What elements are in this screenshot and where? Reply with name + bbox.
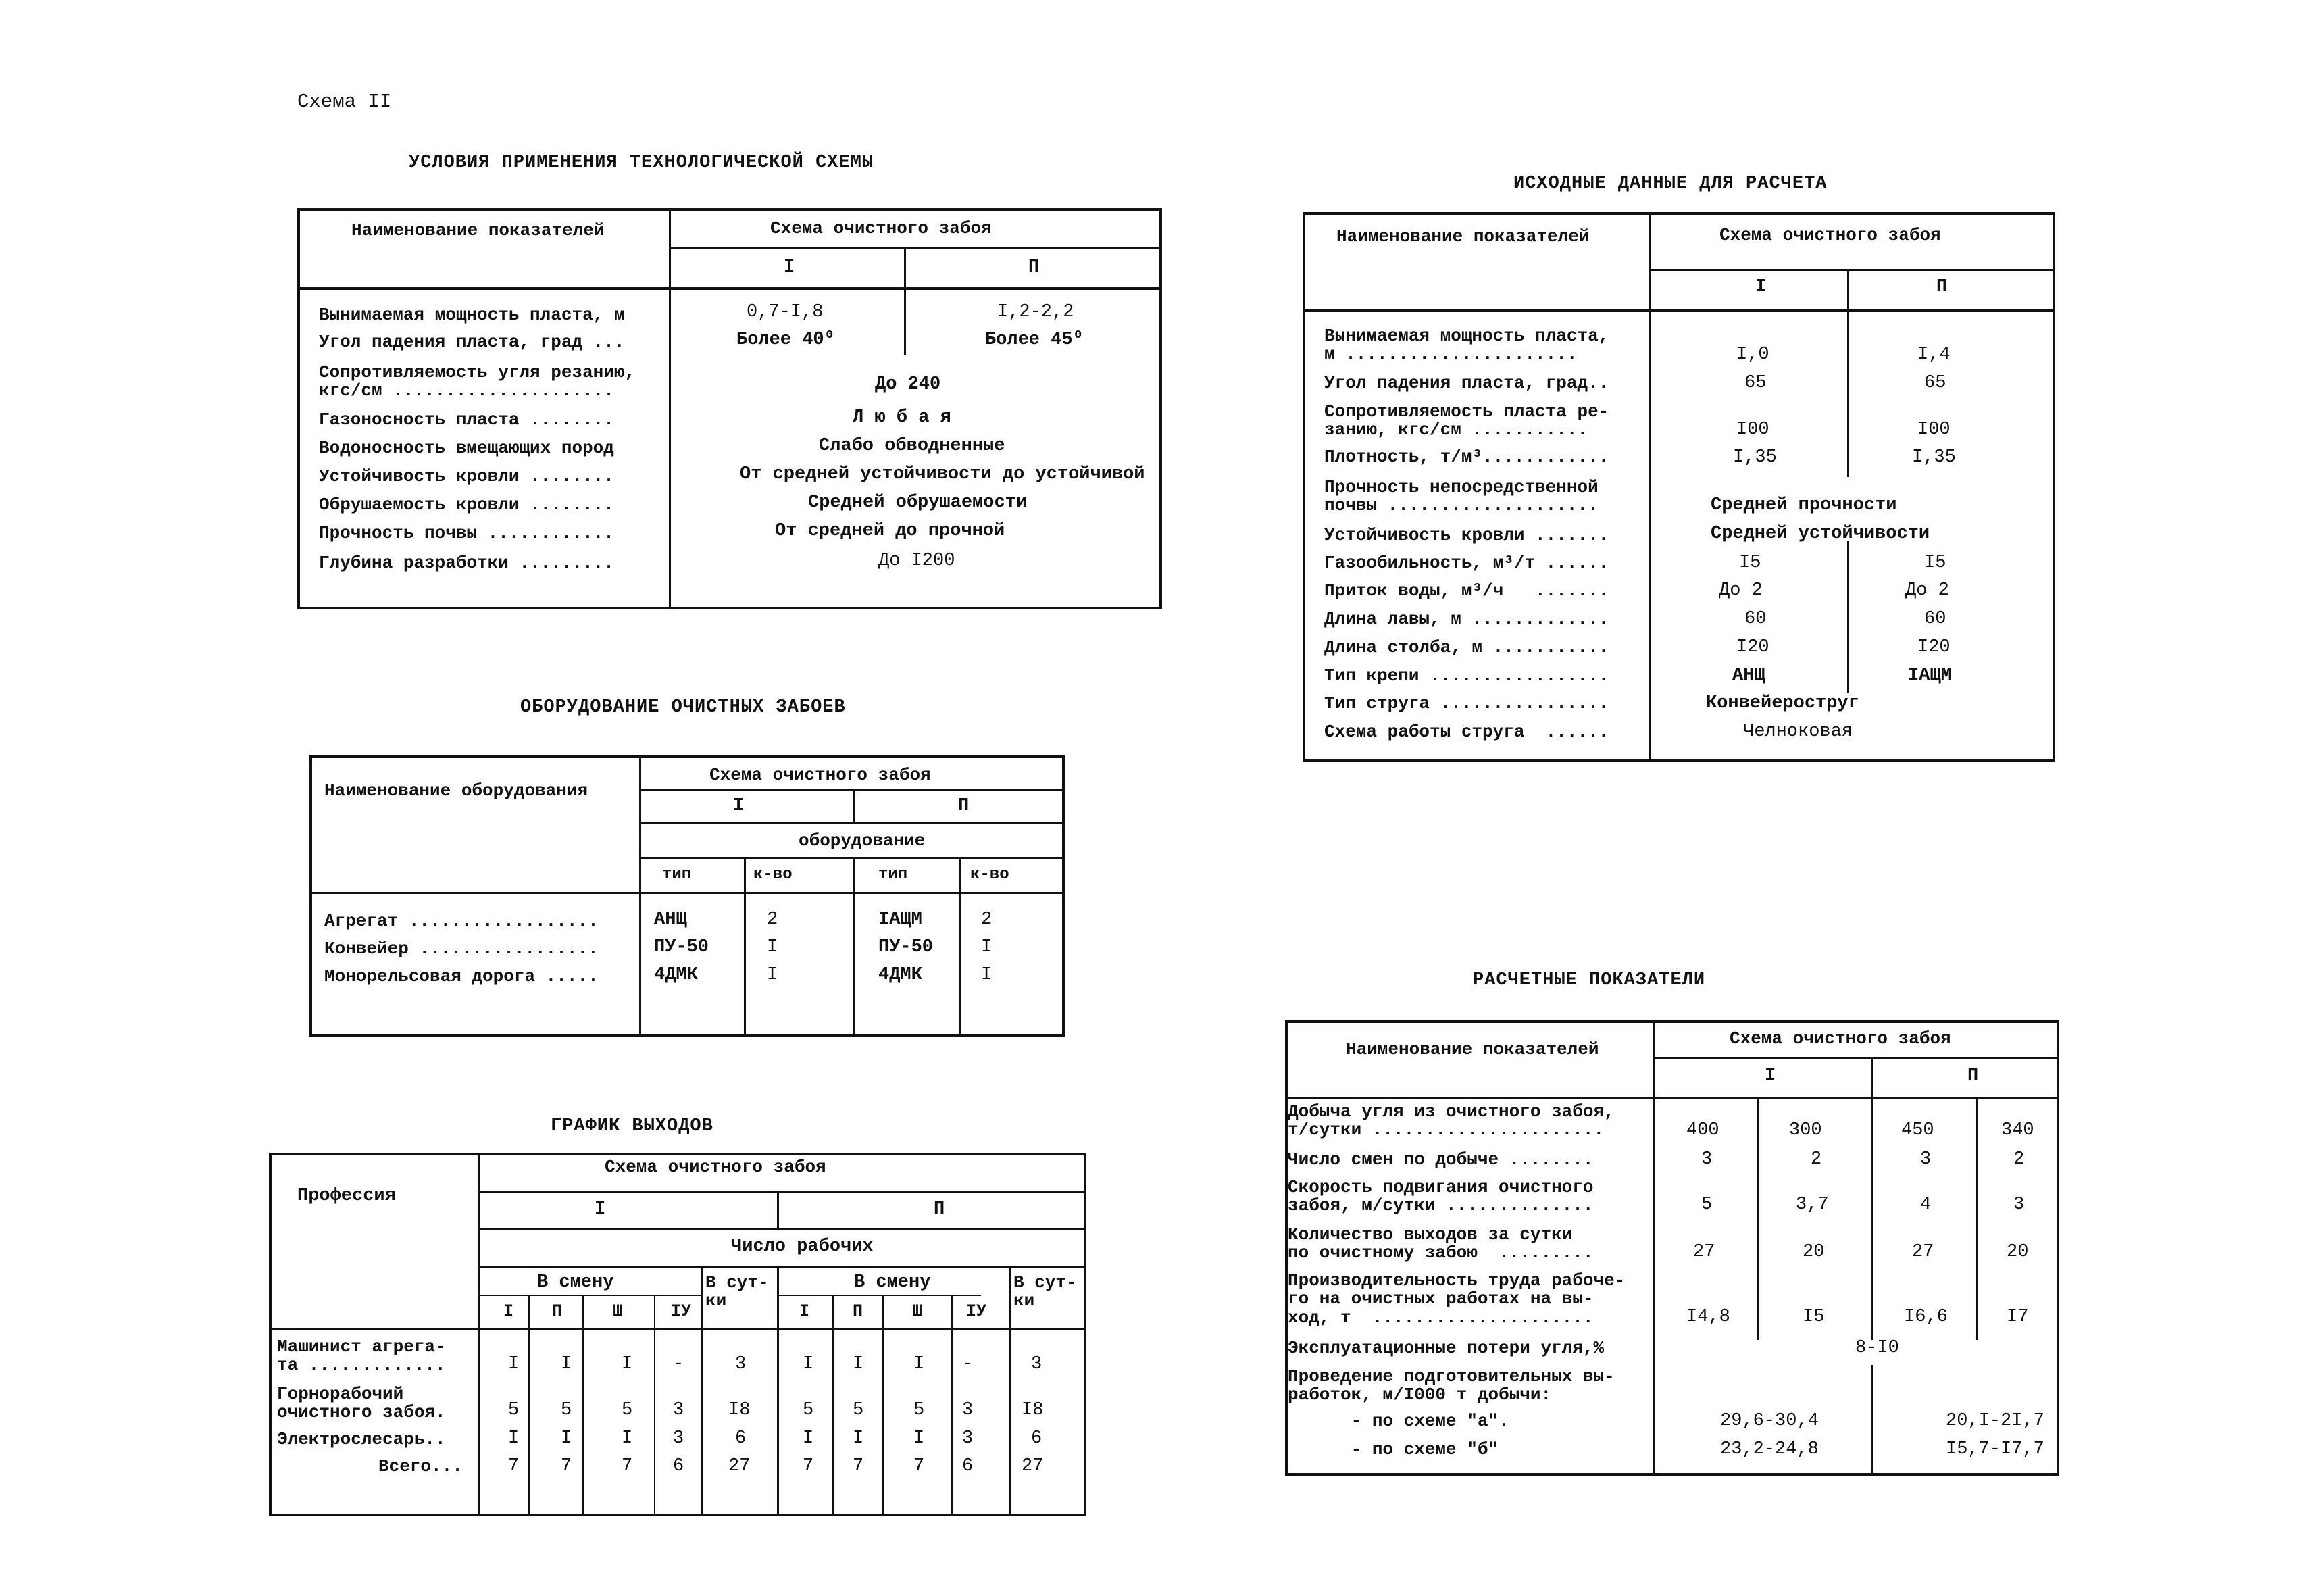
schedule-shift-head: IУ	[966, 1301, 987, 1321]
calc-value: 8-I0	[1855, 1338, 1899, 1358]
equipment-qty: I	[767, 937, 778, 957]
schedule-shift-head: П	[853, 1301, 863, 1321]
equipment-h-qty: к-во	[970, 866, 1009, 884]
page-label: Схема II	[297, 91, 392, 113]
calc-col2: П	[1967, 1066, 1979, 1087]
equipment-title: ОБОРУДОВАНИЕ ОЧИСТНЫХ ЗАБОЕВ	[520, 697, 846, 718]
equipment-type: 4ДМК	[878, 965, 922, 985]
calc-value: 3,7	[1796, 1195, 1829, 1215]
conditions-head-name: Наименование показателей	[351, 220, 605, 241]
equipment-head-scheme: Схема очистного забоя	[709, 765, 931, 785]
schedule-cell: I	[913, 1428, 925, 1449]
equipment-qty: I	[981, 965, 992, 985]
schedule-cell: I	[622, 1354, 633, 1374]
schedule-cell: -	[673, 1354, 684, 1374]
initial-row-label: Прочность непосредственной почвы ....................	[1324, 477, 1599, 516]
calc-value: I5,7-I7,7	[1946, 1439, 2044, 1460]
schedule-shift-head: Ш	[912, 1301, 923, 1321]
conditions-row-value: Более 45⁰	[985, 330, 1084, 350]
calc-row-label: Проведение подготовительных вы- работок, м/I000 т добычи:	[1288, 1366, 1615, 1405]
calc-value: 340	[2001, 1120, 2034, 1141]
schedule-cell: I	[803, 1354, 814, 1374]
calc-value: 450	[1901, 1120, 1934, 1141]
calc-row-label: Добыча угля из очистного забоя, т/сутки ......................	[1288, 1101, 1615, 1141]
initial-value: IАЩМ	[1908, 666, 1952, 686]
initial-value: До 2	[1905, 580, 1949, 601]
schedule-cell: I	[803, 1428, 814, 1449]
calc-row-label: Количество выходов за сутки по очистному забою .........	[1288, 1224, 1594, 1264]
conditions-row-value: До 240	[875, 374, 941, 395]
calc-value: 20,I-2I,7	[1946, 1411, 2044, 1431]
initial-value: 65	[1924, 373, 1946, 393]
schedule-shift-head: I	[799, 1301, 810, 1321]
schedule-cell: 5	[622, 1400, 633, 1420]
schedule-cell: 5	[561, 1400, 572, 1420]
calc-value: 300	[1789, 1120, 1822, 1141]
schedule-row-label: Горнорабочий очистного забоя.	[277, 1384, 446, 1423]
conditions-row-label: Вынимаемая мощность пласта, м	[319, 305, 625, 325]
initial-row-label: Длина лавы, м .............	[1324, 609, 1609, 629]
initial-value: I,35	[1912, 447, 1956, 468]
schedule-cell: I	[508, 1428, 520, 1449]
initial-value: I00	[1917, 420, 1951, 440]
schedule-cell: 3	[1031, 1354, 1042, 1374]
initial-col2: П	[1936, 277, 1948, 297]
schedule-cell: 5	[803, 1400, 814, 1420]
schedule-per-day: В сут- ки	[1013, 1272, 1077, 1312]
initial-head-scheme: Схема очистного забоя	[1719, 225, 1941, 245]
initial-value: Средней прочности	[1711, 495, 1897, 516]
schedule-cell: 3	[735, 1354, 747, 1374]
initial-row-label: Длина столба, м ...........	[1324, 637, 1609, 657]
schedule-cell: 7	[803, 1456, 814, 1476]
initial-value: Конвейероструг	[1706, 693, 1859, 714]
calc-value: 20	[2007, 1242, 2029, 1262]
schedule-cell: 6	[1031, 1428, 1042, 1449]
equipment-type: ПУ-50	[878, 937, 934, 957]
calc-row-label: Эксплуатационные потери угля,%	[1288, 1338, 1605, 1358]
initial-value: Средней устойчивости	[1711, 524, 1930, 544]
schedule-row-label: Машинист агрега- та .............	[277, 1337, 446, 1376]
conditions-row-value: I,2-2,2	[997, 302, 1074, 322]
equipment-row-label: Конвейер .................	[324, 939, 599, 959]
initial-value: I,4	[1917, 345, 1951, 365]
equipment-col2: П	[958, 796, 970, 816]
equipment-col1: I	[733, 796, 745, 816]
initial-value: 60	[1744, 609, 1767, 629]
schedule-per-shift: В смену	[854, 1272, 931, 1293]
equipment-row-label: Агрегат ..................	[324, 911, 599, 931]
calc-value: 2	[2013, 1149, 2025, 1170]
conditions-row-value: От средней до прочной	[775, 521, 1005, 541]
calc-col1: I	[1765, 1066, 1776, 1087]
schedule-col2: П	[934, 1199, 945, 1220]
schedule-cell: I	[561, 1428, 572, 1449]
equipment-qty: I	[767, 965, 778, 985]
schedule-per-day: В сут- ки	[705, 1272, 769, 1312]
conditions-row-label: Глубина разработки .........	[319, 553, 614, 573]
schedule-row-label: Электрослесарь..	[277, 1429, 446, 1449]
calc-value: 2	[1811, 1149, 1822, 1170]
schedule-cell: 3	[962, 1400, 974, 1420]
initial-row-label: Устойчивость кровли .......	[1324, 525, 1609, 545]
schedule-per-shift: В смену	[537, 1272, 614, 1293]
conditions-col1: I	[784, 257, 795, 278]
schedule-cell: 7	[622, 1456, 633, 1476]
conditions-title: УСЛОВИЯ ПРИМЕНЕНИЯ ТЕХНОЛОГИЧЕСКОЙ СХЕМЫ	[409, 153, 874, 173]
equipment-qty: 2	[981, 909, 992, 930]
schedule-cell: I	[913, 1354, 925, 1374]
initial-value: I20	[1736, 637, 1769, 657]
conditions-row-label: Прочность почвы ............	[319, 523, 614, 543]
schedule-cell: 7	[561, 1456, 572, 1476]
schedule-cell: 5	[853, 1400, 864, 1420]
calc-value: 20	[1803, 1242, 1825, 1262]
initial-value: I00	[1736, 420, 1769, 440]
schedule-cell: 3	[673, 1428, 684, 1449]
initial-value: До 2	[1719, 580, 1763, 601]
conditions-row-value: До I200	[878, 551, 955, 571]
initial-row-label: Угол падения пласта, град..	[1324, 373, 1609, 393]
equipment-head-name: Наименование оборудования	[324, 780, 588, 801]
schedule-cell: I	[853, 1354, 864, 1374]
schedule-head-scheme: Схема очистного забоя	[605, 1157, 826, 1177]
conditions-row-label: Угол падения пласта, град ...	[319, 332, 625, 352]
calc-value: I6,6	[1904, 1307, 1948, 1327]
equipment-h-type: тип	[878, 866, 908, 884]
conditions-row-value: От средней устойчивости до устойчивой	[740, 464, 1145, 484]
conditions-col2: П	[1028, 257, 1040, 278]
schedule-cell: 3	[673, 1400, 684, 1420]
initial-value: I5	[1739, 553, 1761, 573]
calc-head-name: Наименование показателей	[1346, 1039, 1599, 1059]
schedule-cell: 6	[673, 1456, 684, 1476]
initial-row-label: Газообильность, м³/т ......	[1324, 553, 1609, 573]
schedule-cell: 7	[853, 1456, 864, 1476]
initial-row-label: Схема работы струга ......	[1324, 722, 1609, 742]
schedule-cell: 7	[913, 1456, 925, 1476]
equipment-row-label: Монорельсовая дорога .....	[324, 966, 599, 987]
initial-value: I,0	[1736, 345, 1769, 365]
schedule-cell: 3	[962, 1428, 974, 1449]
schedule-head-name: Профессия	[297, 1186, 396, 1206]
calc-value: I4,8	[1686, 1307, 1730, 1327]
equipment-h-type: тип	[662, 866, 692, 884]
schedule-shift-head: IУ	[671, 1301, 692, 1321]
calc-value: 23,2-24,8	[1720, 1439, 1819, 1460]
equipment-h-qty: к-во	[753, 866, 793, 884]
schedule-row-label: Всего...	[378, 1456, 463, 1476]
schedule-shift-head: Ш	[613, 1301, 624, 1321]
schedule-cell: -	[962, 1354, 974, 1374]
calc-value: I5	[1803, 1307, 1825, 1327]
schedule-cell: 5	[508, 1400, 520, 1420]
calc-title: РАСЧЕТНЫЕ ПОКАЗАТЕЛИ	[1473, 970, 1706, 991]
schedule-cell: 6	[735, 1428, 747, 1449]
schedule-workers: Число рабочих	[731, 1237, 874, 1257]
equipment-type: 4ДМК	[654, 965, 698, 985]
equipment-type: АНЩ	[654, 909, 687, 930]
initial-row-label: Тип струга ................	[1324, 693, 1609, 714]
calc-head-scheme: Схема очистного забоя	[1730, 1028, 1951, 1049]
conditions-row-label: Сопротивляемость угля резанию, кгс/см .....................	[319, 362, 636, 401]
conditions-row-label: Устойчивость кровли ........	[319, 466, 614, 487]
schedule-col1: I	[595, 1199, 606, 1220]
initial-value: АНЩ	[1732, 666, 1765, 686]
schedule-title: ГРАФИК ВЫХОДОВ	[551, 1116, 713, 1137]
equipment-type: ПУ-50	[654, 937, 709, 957]
initial-row-label: Сопротивляемость пласта ре- занию, кгс/см ...........	[1324, 401, 1609, 441]
initial-value: I5	[1924, 553, 1946, 573]
initial-value: 65	[1744, 373, 1767, 393]
schedule-cell: 27	[1022, 1456, 1044, 1476]
conditions-row-label: Обрушаемость кровли ........	[319, 495, 614, 515]
initial-row-label: Тип крепи .................	[1324, 666, 1609, 686]
conditions-row-value: Слабо обводненные	[819, 436, 1005, 456]
calc-value: 27	[1693, 1242, 1715, 1262]
schedule-cell: 5	[913, 1400, 925, 1420]
schedule-shift-head: П	[552, 1301, 563, 1321]
initial-value: I,35	[1733, 447, 1777, 468]
schedule-cell: 27	[728, 1456, 751, 1476]
initial-col1: I	[1755, 277, 1767, 297]
equipment-sub: оборудование	[799, 830, 926, 851]
schedule-cell: I8	[1022, 1400, 1044, 1420]
schedule-cell: I	[508, 1354, 520, 1374]
calc-row-label: - по схеме "б"	[1288, 1439, 1499, 1460]
initial-value: 60	[1924, 609, 1946, 629]
schedule-cell: I	[561, 1354, 572, 1374]
schedule-cell: 7	[508, 1456, 520, 1476]
calc-row-label: Число смен по добыче ........	[1288, 1149, 1594, 1170]
equipment-qty: 2	[767, 909, 778, 930]
calc-value: 3	[2013, 1195, 2025, 1215]
schedule-cell: 6	[962, 1456, 974, 1476]
conditions-row-label: Газоносность пласта ........	[319, 409, 614, 430]
calc-row-label: Скорость подвигания очистного забоя, м/сутки ..............	[1288, 1177, 1594, 1216]
schedule-shift-head: I	[503, 1301, 514, 1321]
initial-value: I20	[1917, 637, 1951, 657]
initial-title: ИСХОДНЫЕ ДАННЫЕ ДЛЯ РАСЧЕТА	[1513, 174, 1828, 194]
schedule-cell: I	[853, 1428, 864, 1449]
calc-value: 27	[1912, 1242, 1934, 1262]
conditions-row-value: 0,7-I,8	[747, 302, 824, 322]
calc-value: 4	[1920, 1195, 1932, 1215]
calc-value: 3	[1920, 1149, 1932, 1170]
conditions-row-value: Л ю б а я	[853, 407, 951, 428]
initial-row-label: Вынимаемая мощность пласта, м ......................	[1324, 326, 1609, 365]
calc-value: 5	[1701, 1195, 1713, 1215]
schedule-cell: I	[622, 1428, 633, 1449]
initial-row-label: Плотность, т/м³............	[1324, 447, 1609, 467]
calc-row-label: - по схеме "а".	[1288, 1411, 1509, 1431]
calc-value: 400	[1686, 1120, 1719, 1141]
conditions-row-label: Водоносность вмещающих пород	[319, 438, 614, 458]
conditions-row-value: Средней обрушаемости	[808, 493, 1028, 513]
equipment-qty: I	[981, 937, 992, 957]
calc-row-label: Производительность труда рабоче- го на очистных работах на вы- ход, т .....................	[1288, 1270, 1626, 1328]
initial-row-label: Приток воды, м³/ч .......	[1324, 580, 1609, 601]
conditions-row-value: Более 40⁰	[736, 330, 835, 350]
equipment-type: IАЩМ	[878, 909, 922, 930]
conditions-head-scheme: Схема очистного забоя	[770, 218, 992, 239]
calc-value: 29,6-30,4	[1720, 1411, 1819, 1431]
schedule-cell: I8	[728, 1400, 751, 1420]
initial-head-name: Наименование показателей	[1336, 226, 1590, 247]
calc-value: 3	[1701, 1149, 1713, 1170]
calc-value: I7	[2007, 1307, 2029, 1327]
initial-value: Челноковая	[1743, 722, 1853, 742]
